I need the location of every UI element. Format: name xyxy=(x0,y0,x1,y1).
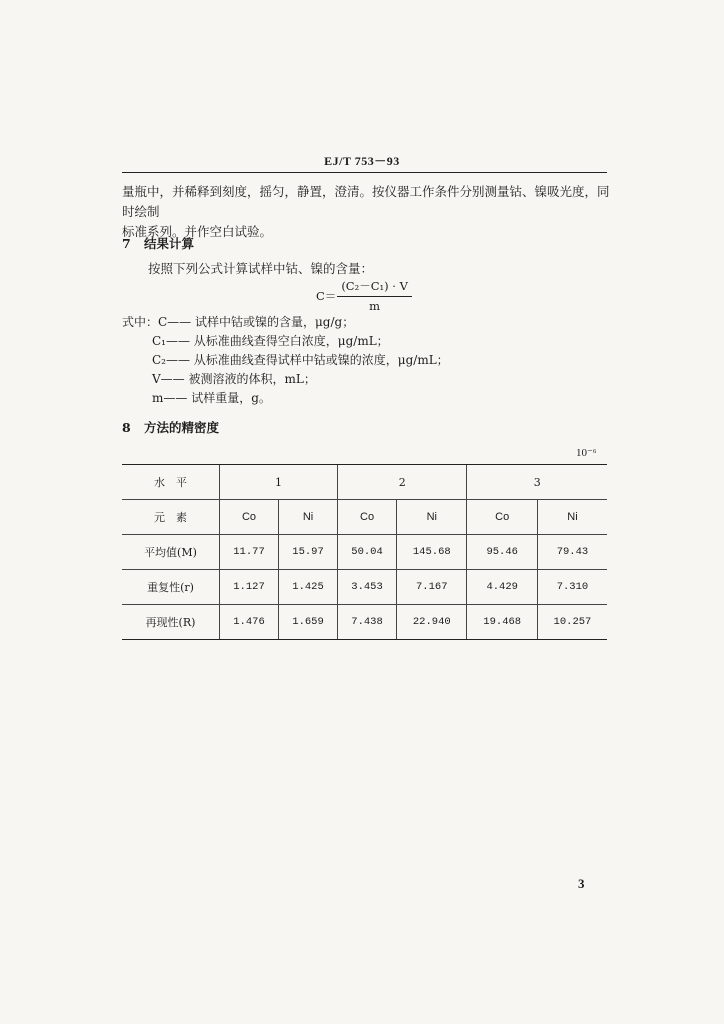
formula-lhs: C＝ xyxy=(316,288,337,303)
where-line-m: m—— 试样重量，g。 xyxy=(152,391,271,405)
row-label-cell: 再现性(R) xyxy=(122,605,220,640)
element-cell: Co xyxy=(467,500,537,535)
value-cell: 7.438 xyxy=(338,605,397,640)
value-cell: 10.257 xyxy=(537,605,607,640)
value-cell: 3.453 xyxy=(338,570,397,605)
value-cell: 95.46 xyxy=(467,535,537,570)
section-7-intro: 按照下列公式计算试样中钴、镍的含量： xyxy=(148,261,374,276)
page-number: 3 xyxy=(578,876,585,891)
precision-table xyxy=(122,464,607,640)
value-cell: 79.43 xyxy=(537,535,607,570)
section-7-title: 结果计算 xyxy=(144,236,195,251)
header-divider xyxy=(122,172,607,173)
table-row-reproducibility xyxy=(122,605,607,640)
element-cell: Ni xyxy=(537,500,607,535)
value-cell: 50.04 xyxy=(338,535,397,570)
table-row-elements xyxy=(122,500,607,535)
section-8-heading xyxy=(122,418,219,436)
where-line-c2: C₂—— 从标准曲线查得试样中钴或镍的浓度，μg/mL； xyxy=(152,353,449,367)
where-line-v: V—— 被测溶液的体积，mL； xyxy=(152,372,316,386)
table-row-mean xyxy=(122,535,607,570)
section-8-title: 方法的精密度 xyxy=(144,420,220,435)
table-unit: 10⁻⁶ xyxy=(576,447,597,459)
element-cell: Co xyxy=(338,500,397,535)
level-3-cell: 3 xyxy=(467,465,607,500)
value-cell: 11.77 xyxy=(220,535,279,570)
where-line-c: 式中：C—— 试样中钴或镍的含量，μg/g； xyxy=(122,315,355,329)
section-7-number: 7 xyxy=(122,236,131,251)
standard-code-header: EJ/T 753－93 xyxy=(324,154,400,168)
level-label-cell: 水 平 xyxy=(122,465,220,500)
content-formula xyxy=(316,278,412,313)
value-cell: 1.127 xyxy=(220,570,279,605)
section-8-number: 8 xyxy=(122,420,131,435)
intro-paragraph xyxy=(122,182,610,242)
table-row-repeatability xyxy=(122,570,607,605)
formula-denominator: m xyxy=(369,299,381,313)
value-cell: 1.659 xyxy=(279,605,338,640)
value-cell: 1.425 xyxy=(279,570,338,605)
value-cell: 4.429 xyxy=(467,570,537,605)
value-cell: 7.167 xyxy=(397,570,467,605)
element-cell: Co xyxy=(220,500,279,535)
intro-line-1: 量瓶中，并稀释到刻度，摇匀，静置，澄清。按仪器工作条件分别测量钴、镍吸光度，同时绘制 xyxy=(122,184,610,219)
formula-numerator: (C₂－C₁) · V xyxy=(337,278,412,297)
section-7-heading xyxy=(122,234,194,252)
level-2-cell: 2 xyxy=(338,465,467,500)
value-cell: 22.940 xyxy=(397,605,467,640)
formula-fraction xyxy=(337,278,412,313)
element-cell: Ni xyxy=(279,500,338,535)
table-row-levels xyxy=(122,465,607,500)
value-cell: 7.310 xyxy=(537,570,607,605)
value-cell: 19.468 xyxy=(467,605,537,640)
row-label-cell: 平均值(M) xyxy=(122,535,220,570)
value-cell: 15.97 xyxy=(279,535,338,570)
row-label-cell: 重复性(r) xyxy=(122,570,220,605)
element-cell: Ni xyxy=(397,500,467,535)
level-1-cell: 1 xyxy=(220,465,338,500)
value-cell: 1.476 xyxy=(220,605,279,640)
intro-line-2: 标准系列。并作空白试验。 xyxy=(122,224,273,239)
element-label-cell: 元 素 xyxy=(122,500,220,535)
where-line-c1: C₁—— 从标准曲线查得空白浓度，μg/mL； xyxy=(152,334,389,348)
value-cell: 145.68 xyxy=(397,535,467,570)
